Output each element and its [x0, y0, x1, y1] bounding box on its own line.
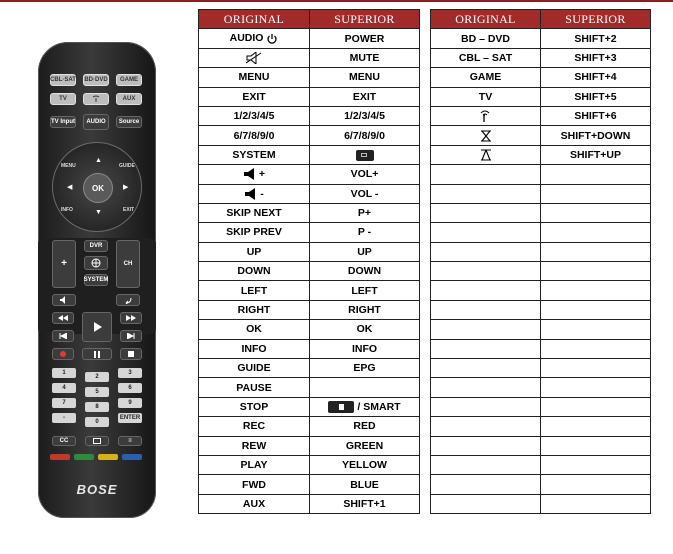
table-row	[199, 126, 420, 145]
table-row	[199, 378, 420, 397]
original-label: PLAY	[240, 459, 268, 472]
original-cell	[431, 281, 541, 300]
table-row	[431, 378, 651, 397]
superior-label: SHIFT+3	[574, 51, 617, 64]
superior-cell	[541, 126, 651, 145]
remote-control-image	[38, 42, 156, 518]
table-row	[199, 184, 420, 203]
superior-cell	[310, 106, 420, 125]
table-row	[431, 281, 651, 300]
dpad-guide-label: GUIDE	[119, 163, 135, 169]
superior-cell	[310, 300, 420, 319]
original-label: RIGHT	[237, 304, 271, 317]
original-cell	[199, 475, 310, 494]
superior-cell	[541, 475, 651, 494]
table-row	[431, 475, 651, 494]
original-cell	[431, 223, 541, 242]
table-row	[199, 494, 420, 513]
table-row	[431, 184, 651, 203]
superior-cell	[541, 184, 651, 203]
original-label: UP	[246, 245, 262, 258]
remote-stop-button	[120, 348, 142, 360]
original-cell	[199, 320, 310, 339]
original-cell	[431, 29, 541, 48]
system-button-icon	[356, 150, 374, 161]
original-cell	[431, 106, 541, 125]
stop-button-icon	[328, 401, 354, 413]
superior-label: UP	[357, 245, 372, 258]
remote-red-key	[50, 454, 70, 460]
remote-key-2: 2	[85, 372, 109, 382]
original-cell	[431, 126, 541, 145]
remote-tv-button: TV	[50, 93, 76, 105]
volume-down-speaker-icon	[244, 188, 260, 200]
remote-key-1: 1	[52, 368, 76, 378]
superior-cell	[310, 145, 420, 164]
table-row	[199, 262, 420, 281]
table-row	[431, 455, 651, 474]
original-label: GAME	[469, 71, 502, 84]
original-label: PAUSE	[236, 381, 272, 394]
original-label: +	[258, 168, 266, 181]
superior-cell	[541, 242, 651, 261]
original-label: SKIP PREV	[226, 226, 282, 239]
stop-icon	[128, 351, 134, 357]
original-cell	[199, 126, 310, 145]
superior-cell	[541, 300, 651, 319]
table-row	[199, 397, 420, 416]
superior-label: P+	[357, 207, 372, 220]
original-cell	[199, 339, 310, 358]
original-label: TV	[478, 90, 493, 103]
superior-cell	[541, 165, 651, 184]
remote-bd-dvd-button: BD·DVD	[83, 74, 109, 86]
superior-label: EPG	[353, 362, 376, 375]
original-cell	[199, 242, 310, 261]
table-row	[199, 29, 420, 48]
superior-cell	[541, 48, 651, 67]
superior-label: POWER	[344, 32, 385, 45]
top-accent-line	[0, 0, 673, 2]
globe-icon	[91, 258, 101, 268]
remote-forward-button	[120, 312, 142, 324]
original-label: CBL – SAT	[458, 51, 513, 64]
original-cell	[431, 203, 541, 222]
superior-label: RIGHT	[348, 304, 381, 317]
original-cell	[199, 494, 310, 513]
remote-key-5: 5	[85, 387, 109, 397]
original-cell	[199, 359, 310, 378]
original-label: SKIP NEXT	[226, 207, 282, 220]
dpad-menu-label: MENU	[61, 163, 76, 169]
original-label: LEFT	[240, 284, 268, 297]
original-label: MENU	[238, 71, 270, 84]
original-cell	[431, 48, 541, 67]
mute-icon	[59, 296, 69, 304]
original-cell	[199, 48, 310, 67]
table-row	[199, 455, 420, 474]
original-cell	[199, 184, 310, 203]
remote-antenna-button	[83, 93, 109, 105]
table-row	[431, 223, 651, 242]
superior-label: / SMART	[357, 400, 401, 413]
superior-label: INFO	[351, 342, 378, 355]
remote-key-8: 8	[85, 402, 109, 412]
original-label: DOWN	[237, 265, 271, 278]
superior-cell	[310, 397, 420, 416]
remote-back-button	[116, 294, 140, 306]
superior-cell	[310, 262, 420, 281]
remote-key-0: 0	[85, 417, 109, 427]
original-cell	[431, 339, 541, 358]
skip-next-icon	[127, 333, 135, 339]
table-row	[199, 436, 420, 455]
original-cell	[199, 223, 310, 242]
pause-icon	[94, 351, 100, 358]
header-superior: SUPERIOR	[310, 10, 420, 29]
table-row	[431, 165, 651, 184]
original-label: EXIT	[242, 90, 266, 103]
superior-cell	[310, 494, 420, 513]
remote-key-7: 7	[52, 398, 76, 408]
table-row	[199, 475, 420, 494]
superior-cell	[541, 262, 651, 281]
remote-record-button	[52, 348, 74, 360]
superior-cell	[310, 436, 420, 455]
skip-previous-icon	[59, 333, 67, 339]
table-row	[199, 68, 420, 87]
superior-cell	[310, 281, 420, 300]
superior-cell	[310, 203, 420, 222]
remote-dvr-button: DVR	[84, 240, 108, 252]
original-cell	[199, 281, 310, 300]
antenna-icon	[479, 109, 493, 123]
table-row	[431, 48, 651, 67]
superior-cell	[541, 106, 651, 125]
superior-cell	[541, 417, 651, 436]
remote-audio-button: AUDIO	[83, 114, 109, 130]
superior-cell	[310, 223, 420, 242]
table-row	[431, 262, 651, 281]
dpad-left-arrow-icon: ◀	[67, 184, 73, 191]
table-row	[199, 300, 420, 319]
original-cell	[431, 436, 541, 455]
screen-icon	[93, 438, 101, 444]
original-cell	[199, 300, 310, 319]
original-label: BD – DVD	[460, 32, 510, 45]
original-label: STOP	[239, 401, 269, 413]
remote-screen-button	[85, 436, 109, 446]
superior-cell	[310, 242, 420, 261]
record-icon	[60, 351, 66, 357]
original-label: OK	[246, 323, 262, 336]
remote-pause-button	[82, 348, 112, 360]
superior-cell	[310, 87, 420, 106]
superior-label: SHIFT+1	[343, 497, 386, 510]
original-cell	[199, 417, 310, 436]
table-row	[431, 494, 651, 513]
table-row	[199, 87, 420, 106]
superior-cell	[310, 29, 420, 48]
mapping-table-left	[198, 9, 420, 514]
header-original: ORIGINAL	[199, 10, 310, 29]
superior-label: MENU	[349, 71, 380, 84]
superior-label: SHIFT+UP	[569, 148, 622, 161]
power-icon	[266, 33, 278, 45]
superior-cell	[541, 281, 651, 300]
superior-cell	[310, 339, 420, 358]
superior-label: EXIT	[352, 90, 377, 103]
table-row	[431, 397, 651, 416]
table-row	[199, 145, 420, 164]
original-label: INFO	[241, 342, 267, 355]
superior-label: SHIFT+DOWN	[560, 129, 631, 142]
superior-cell	[310, 378, 420, 397]
superior-cell	[310, 184, 420, 203]
volume-up-speaker-icon	[243, 168, 259, 180]
remote-cbl-sat-button: CBL·SAT	[50, 74, 76, 86]
original-cell	[199, 455, 310, 474]
remote-skip-next-button	[120, 330, 142, 342]
table-row	[431, 68, 651, 87]
superior-label: GREEN	[345, 439, 384, 452]
superior-cell	[541, 87, 651, 106]
superior-cell	[541, 359, 651, 378]
remote-key-4: 4	[52, 383, 76, 393]
table-row	[431, 339, 651, 358]
remote-web-button	[84, 256, 108, 270]
superior-label: P -	[357, 226, 372, 239]
hourglass-down-icon	[480, 130, 492, 142]
table-row	[431, 359, 651, 378]
original-cell	[431, 300, 541, 319]
mute-speaker-icon	[246, 52, 262, 64]
original-cell	[431, 455, 541, 474]
remote-system-button: SYSTEM	[84, 274, 108, 286]
superior-cell	[541, 378, 651, 397]
superior-cell	[541, 320, 651, 339]
original-cell	[199, 87, 310, 106]
superior-label: OK	[356, 323, 373, 336]
remote-channel-rocker: CH	[116, 240, 140, 288]
superior-label: DOWN	[347, 265, 382, 278]
remote-tv-input-button: TV Input	[50, 116, 76, 128]
superior-cell	[310, 475, 420, 494]
original-cell	[431, 184, 541, 203]
superior-label: SHIFT+2	[574, 32, 617, 45]
superior-cell	[541, 436, 651, 455]
superior-label: 6/7/8/9/0	[344, 129, 385, 142]
table-row	[199, 339, 420, 358]
remote-blue-key	[122, 454, 142, 460]
superior-label: BLUE	[350, 478, 379, 491]
original-cell	[199, 68, 310, 87]
superior-cell	[310, 359, 420, 378]
table-header-row	[199, 10, 420, 29]
superior-cell	[541, 397, 651, 416]
superior-label: SHIFT+4	[574, 71, 617, 84]
table-header-row	[431, 10, 651, 29]
remote-key-3: 3	[118, 368, 142, 378]
remote-mute-button	[52, 294, 76, 306]
dpad-info-label: INFO	[61, 207, 73, 213]
original-label: 6/7/8/9/0	[233, 129, 275, 142]
original-label: 1/2/3/4/5	[233, 110, 275, 123]
table-row	[431, 29, 651, 48]
original-cell	[199, 106, 310, 125]
original-label: -	[260, 187, 264, 200]
original-cell	[431, 359, 541, 378]
header-superior: SUPERIOR	[541, 10, 651, 29]
original-cell	[199, 378, 310, 397]
superior-label: VOL -	[350, 187, 379, 200]
original-cell	[431, 165, 541, 184]
superior-cell	[541, 339, 651, 358]
remote-key-6: 6	[118, 383, 142, 393]
superior-cell	[541, 68, 651, 87]
dpad-exit-label: EXIT	[123, 207, 135, 213]
superior-cell	[541, 455, 651, 474]
table-row	[431, 106, 651, 125]
antenna-icon	[91, 95, 101, 103]
original-cell	[431, 262, 541, 281]
remote-yellow-key	[98, 454, 118, 460]
original-cell	[199, 145, 310, 164]
superior-cell	[541, 29, 651, 48]
table-row	[199, 359, 420, 378]
header-original: ORIGINAL	[431, 10, 541, 29]
remote-list-button: ≡	[118, 436, 142, 446]
fast-forward-icon	[126, 315, 136, 321]
table-row	[431, 417, 651, 436]
original-label: AUDIO	[229, 32, 264, 45]
original-cell	[199, 29, 310, 48]
superior-cell	[310, 126, 420, 145]
superior-cell	[310, 48, 420, 67]
remote-skip-prev-button	[52, 330, 74, 342]
original-label: REC	[242, 420, 266, 433]
table-row	[199, 106, 420, 125]
superior-label: SHIFT+6	[574, 110, 617, 123]
back-arrow-icon	[123, 296, 133, 304]
table-row	[199, 165, 420, 184]
table-row	[199, 242, 420, 261]
original-label: AUX	[242, 497, 266, 510]
hourglass-up-icon	[480, 149, 492, 161]
superior-label: YELLOW	[342, 459, 387, 472]
remote-key-9: 9	[118, 398, 142, 408]
original-label: GUIDE	[237, 362, 271, 375]
table-row	[199, 203, 420, 222]
superior-label: LEFT	[351, 284, 378, 297]
superior-cell	[310, 417, 420, 436]
original-cell	[431, 475, 541, 494]
remote-green-key	[74, 454, 94, 460]
superior-label: SHIFT+5	[574, 90, 617, 103]
original-cell	[431, 242, 541, 261]
original-cell	[431, 87, 541, 106]
play-icon	[92, 322, 102, 332]
table-row	[199, 223, 420, 242]
superior-cell	[541, 223, 651, 242]
superior-cell	[310, 320, 420, 339]
original-label: SYSTEM	[232, 148, 276, 161]
superior-cell	[541, 494, 651, 513]
table-row	[199, 48, 420, 67]
table-row	[199, 320, 420, 339]
superior-cell	[541, 203, 651, 222]
original-cell	[431, 68, 541, 87]
superior-cell	[310, 165, 420, 184]
rewind-icon	[58, 315, 68, 321]
original-cell	[431, 494, 541, 513]
table-row	[431, 436, 651, 455]
table-row	[431, 300, 651, 319]
table-row	[431, 242, 651, 261]
superior-label: MUTE	[349, 51, 380, 64]
original-cell	[199, 262, 310, 281]
remote-cc-button: CC	[52, 436, 76, 446]
remote-key-dash: -	[52, 413, 76, 423]
superior-label: 1/2/3/4/5	[344, 110, 385, 123]
table-row	[199, 281, 420, 300]
table-row	[431, 87, 651, 106]
remote-volume-rocker	[52, 240, 76, 288]
table-row	[431, 203, 651, 222]
remote-source-button: Source	[116, 116, 142, 128]
remote-key-enter: ENTER	[119, 415, 141, 421]
remote-rewind-button	[52, 312, 74, 324]
dpad-up-arrow-icon: ▲	[95, 157, 102, 164]
table-row	[431, 126, 651, 145]
original-cell	[431, 397, 541, 416]
remote-vol-plus-label: +	[61, 258, 67, 269]
original-label: FWD	[242, 478, 266, 491]
remote-game-button: GAME	[116, 74, 142, 86]
original-cell	[431, 320, 541, 339]
table-row	[199, 417, 420, 436]
superior-label: VOL+	[350, 168, 379, 181]
table-row	[431, 145, 651, 164]
original-cell	[431, 145, 541, 164]
table-row	[431, 320, 651, 339]
original-cell	[199, 397, 310, 416]
remote-brand-logo: BOSE	[76, 482, 118, 497]
superior-cell	[310, 68, 420, 87]
original-cell	[199, 203, 310, 222]
superior-cell	[310, 455, 420, 474]
dpad-down-arrow-icon: ▼	[95, 209, 102, 216]
remote-dpad	[52, 142, 142, 232]
dpad-right-arrow-icon: ▶	[123, 184, 129, 191]
original-cell	[431, 378, 541, 397]
mapping-table-right	[430, 9, 651, 514]
remote-play-button	[82, 312, 112, 342]
remote-aux-button: AUX	[116, 93, 142, 105]
original-cell	[199, 165, 310, 184]
original-cell	[431, 417, 541, 436]
original-cell	[199, 436, 310, 455]
superior-cell	[541, 145, 651, 164]
remote-ok-button: OK	[83, 173, 113, 203]
superior-label: RED	[353, 420, 376, 433]
original-label: REW	[241, 439, 267, 452]
